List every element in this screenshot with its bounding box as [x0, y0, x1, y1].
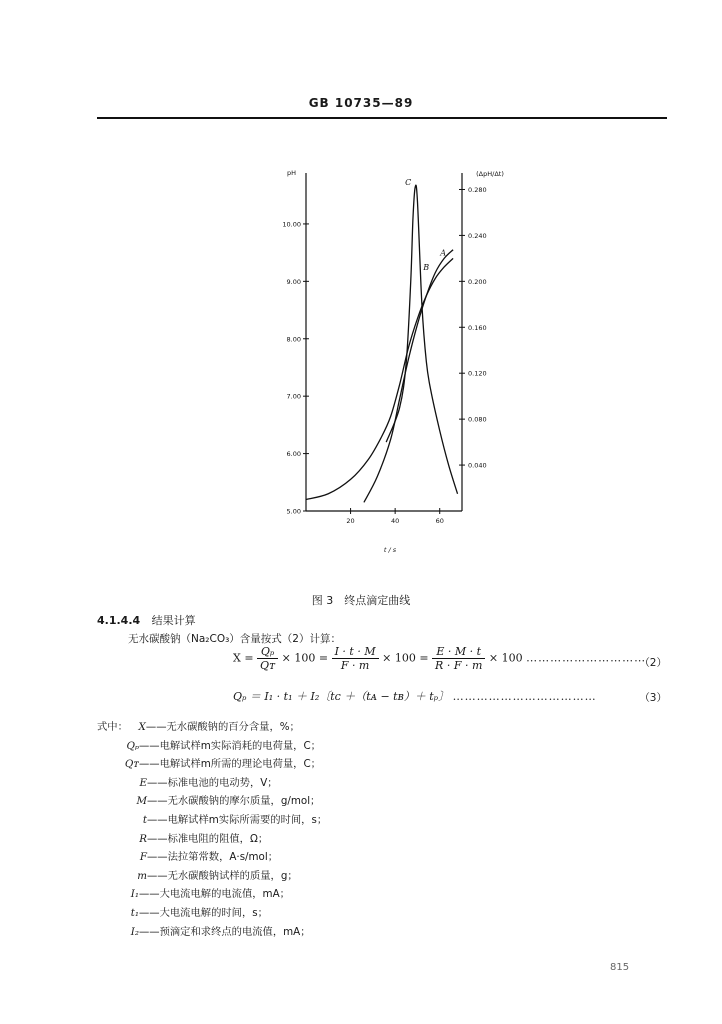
- def-row: [97, 811, 327, 830]
- def-text: ——大电流电解的电流值，mA；: [139, 888, 290, 901]
- def-text: ——电解试样m实际所需要的时间，s；: [147, 813, 328, 826]
- def-row: [97, 867, 327, 886]
- eq2-f1-den: Qᴛ: [260, 659, 276, 672]
- y-left-tick-label: 5.00: [286, 507, 301, 516]
- def-symbol: m: [137, 869, 147, 882]
- y-axis-right-label: (ΔpH/Δt): [476, 170, 504, 178]
- y-left-tick-label: 6.00: [286, 450, 301, 459]
- eq2-mult3: × 100: [488, 651, 523, 665]
- def-row: [97, 848, 327, 867]
- eq3-number: （3）: [639, 692, 667, 704]
- y-right-tick-label: 0.280: [468, 185, 487, 194]
- eq2-number: （2）: [639, 657, 667, 669]
- def-symbol: E: [139, 776, 147, 789]
- def-symbol: X: [138, 721, 146, 733]
- def-row: [97, 755, 327, 774]
- x-tick-label: 20: [346, 517, 355, 525]
- eq2-mult1: × 100 =: [281, 651, 329, 665]
- y-right-tick-label: 0.200: [468, 277, 487, 286]
- eq3-text: Qₚ ＝ I₁ · t₁ ＋ I₂〔tᴄ ＋（tᴀ − tʙ）＋ tₚ〕: [233, 690, 450, 703]
- def-text: ——无水碳酸钠试样的质量，g；: [147, 869, 298, 882]
- def-text: ——无水碳酸钠的摩尔质量，g/mol；: [147, 795, 321, 808]
- def-row: [97, 923, 327, 942]
- y-axis-left-label: pH: [286, 169, 296, 177]
- series-c-line: [386, 185, 457, 494]
- def-row: [97, 737, 327, 756]
- equation-3: [233, 688, 597, 704]
- y-left-tick-label: 10.00: [282, 220, 301, 229]
- def-prefix: 式中：: [97, 721, 128, 733]
- def-symbol: t₁: [130, 906, 139, 919]
- y-right-tick-label: 0.080: [468, 415, 487, 424]
- series-a-label: A: [440, 248, 447, 258]
- def-text: ——标准电池的电动势，V；: [147, 776, 278, 789]
- eq3-leader-dots: ………………………………: [452, 690, 597, 703]
- eq2-lhs: X =: [233, 651, 254, 665]
- eq2-leader-dots: …………………………: [526, 651, 647, 665]
- y-left-tick-label: 7.00: [286, 392, 301, 401]
- eq2-f1-num: Qₚ: [257, 645, 278, 659]
- def-symbol: M: [136, 795, 147, 808]
- symbol-definitions: [97, 718, 327, 941]
- def-text: ——大电流电解的时间，s；: [139, 906, 268, 919]
- eq2-f2-num: I · t · M: [332, 645, 379, 659]
- def-text: ——法拉第常数，A·s/mol；: [147, 851, 279, 864]
- def-symbol: I₂: [130, 925, 139, 938]
- y-left-tick-label: 9.00: [286, 277, 301, 286]
- def-text: ——预滴定和求终点的电流值，mA；: [139, 925, 311, 938]
- document-header: GB 10735—89: [308, 96, 414, 110]
- def-symbol: I₁: [130, 888, 139, 901]
- x-axis-label: t / s: [383, 546, 397, 554]
- eq2-fraction-2: [332, 645, 379, 672]
- x-tick-label: 40: [391, 517, 400, 525]
- series-b-line: [364, 250, 453, 503]
- section-heading: [97, 612, 196, 628]
- def-text: ——电解试样m所需的理论电荷量，C；: [139, 758, 321, 771]
- def-row: [97, 774, 327, 793]
- def-symbol: F: [139, 851, 147, 864]
- def-row: [97, 718, 327, 737]
- def-symbol: t: [142, 813, 147, 826]
- eq2-fraction-1: [257, 645, 278, 672]
- y-right-tick-label: 0.040: [468, 461, 487, 470]
- def-text: ——无水碳酸钠的百分含量，%；: [145, 721, 300, 733]
- eq2-f3-den: R · F · m: [435, 659, 483, 672]
- def-row: [97, 830, 327, 849]
- def-symbol: Qₚ: [126, 739, 139, 752]
- def-row: [97, 885, 327, 904]
- x-tick-label: 60: [435, 517, 444, 525]
- def-symbol: R: [139, 832, 147, 845]
- intro-text: 无水碳酸钠（Na₂CO₃）含量按式（2）计算：: [128, 633, 341, 645]
- def-row: [97, 904, 327, 923]
- series-b-label: B: [423, 262, 430, 272]
- def-symbol: Qᴛ: [124, 758, 139, 771]
- def-row: [97, 792, 327, 811]
- equation-2: [233, 645, 646, 672]
- section-title: 结果计算: [151, 614, 196, 627]
- eq2-f2-den: F · m: [340, 659, 370, 672]
- section-number: 4.1.4.4: [97, 614, 141, 627]
- y-right-tick-label: 0.160: [468, 323, 487, 332]
- page-number: 815: [610, 962, 630, 973]
- figure-caption: 图 3 终点滴定曲线: [311, 594, 411, 607]
- eq2-f3-num: E · M · t: [432, 645, 485, 659]
- y-right-tick-label: 0.120: [468, 369, 487, 378]
- y-right-tick-label: 0.240: [468, 231, 487, 240]
- eq2-mult2: × 100 =: [382, 651, 429, 665]
- def-text: ——标准电阻的阻值，Ω；: [147, 832, 269, 845]
- def-text: ——电解试样m实际消耗的电荷量，C；: [139, 739, 321, 752]
- series-c-label: C: [405, 178, 412, 188]
- eq2-fraction-3: [432, 645, 485, 672]
- y-left-tick-label: 8.00: [286, 335, 301, 344]
- series-a-line: [306, 258, 453, 499]
